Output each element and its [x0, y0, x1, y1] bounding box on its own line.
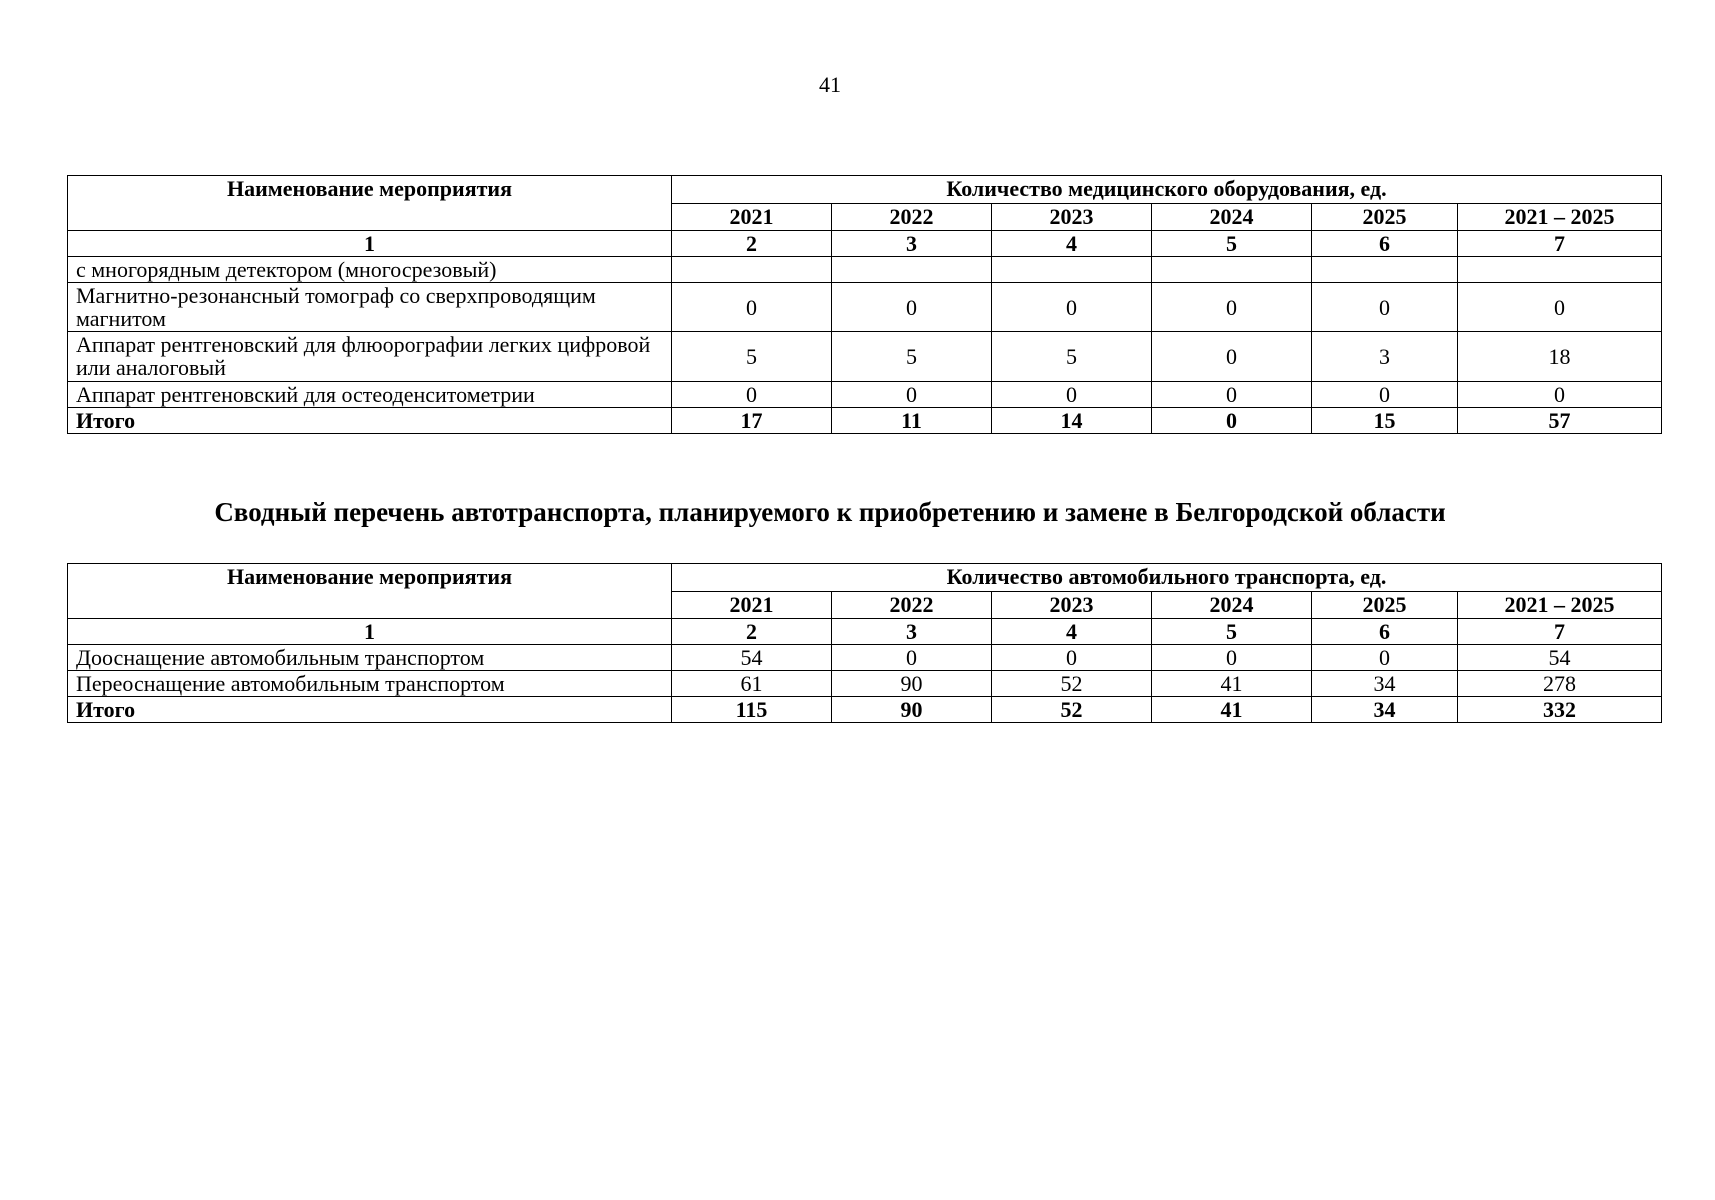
row-value: 0	[992, 283, 1152, 332]
column-numbers-row	[68, 231, 1662, 257]
row-value	[1312, 257, 1458, 283]
row-value: 90	[832, 671, 992, 697]
row-value: 0	[672, 283, 832, 332]
total-value: 14	[992, 407, 1152, 433]
row-value: 41	[1152, 671, 1312, 697]
header-year: 2021	[672, 591, 832, 619]
row-name: Дооснащение автомобильным транспортом	[68, 645, 672, 671]
total-row	[68, 407, 1662, 433]
total-value: 90	[832, 697, 992, 723]
row-value: 61	[672, 671, 832, 697]
column-number: 2	[672, 619, 832, 645]
row-value: 52	[992, 671, 1152, 697]
row-value	[992, 257, 1152, 283]
row-value	[832, 257, 992, 283]
column-number: 6	[1312, 231, 1458, 257]
total-row	[68, 697, 1662, 723]
column-number: 1	[68, 231, 672, 257]
row-name: Магнитно-резонансный томограф со сверхпроводящим магнитом	[68, 283, 672, 332]
row-value	[1458, 257, 1662, 283]
total-value: 332	[1458, 697, 1662, 723]
header-year: 2021	[672, 203, 832, 231]
total-value: 17	[672, 407, 832, 433]
row-name: с многорядным детектором (многосрезовый)	[68, 257, 672, 283]
row-value: 0	[1152, 645, 1312, 671]
total-label: Итого	[68, 697, 672, 723]
row-value: 0	[1152, 381, 1312, 407]
table-row	[68, 332, 1662, 381]
row-name: Аппарат рентгеновский для флюорографии легких цифровой или аналоговый	[68, 332, 672, 381]
row-value	[1152, 257, 1312, 283]
row-value: 5	[832, 332, 992, 381]
row-value	[672, 257, 832, 283]
column-number: 7	[1458, 231, 1662, 257]
row-value: 5	[992, 332, 1152, 381]
row-value: 0	[1312, 283, 1458, 332]
column-number: 1	[68, 619, 672, 645]
row-value: 278	[1458, 671, 1662, 697]
row-value: 0	[992, 645, 1152, 671]
transport-table	[67, 563, 1662, 723]
row-value: 54	[672, 645, 832, 671]
row-value: 0	[1152, 332, 1312, 381]
header-year: 2025	[1312, 591, 1458, 619]
header-year: 2021 – 2025	[1458, 203, 1662, 231]
row-value: 0	[1458, 283, 1662, 332]
row-value: 0	[992, 381, 1152, 407]
row-value: 0	[1312, 381, 1458, 407]
header-year: 2022	[832, 203, 992, 231]
header-year: 2023	[992, 203, 1152, 231]
header-year: 2025	[1312, 203, 1458, 231]
column-number: 4	[992, 231, 1152, 257]
column-number: 7	[1458, 619, 1662, 645]
row-value: 0	[672, 381, 832, 407]
table-row	[68, 671, 1662, 697]
total-value: 34	[1312, 697, 1458, 723]
header-year: 2023	[992, 591, 1152, 619]
row-value: 0	[832, 645, 992, 671]
page-number: 41	[819, 72, 841, 97]
row-value: 18	[1458, 332, 1662, 381]
total-value: 11	[832, 407, 992, 433]
total-value: 15	[1312, 407, 1458, 433]
column-number: 3	[832, 619, 992, 645]
table-row	[68, 257, 1662, 283]
header-year: 2021 – 2025	[1458, 591, 1662, 619]
equipment-table	[67, 175, 1662, 434]
column-number: 5	[1152, 619, 1312, 645]
table-row	[68, 381, 1662, 407]
table-row	[68, 645, 1662, 671]
row-name: Переоснащение автомобильным транспортом	[68, 671, 672, 697]
section-title: Сводный перечень автотранспорта, планируемого к приобретению и замене в Белгородской области	[214, 497, 1446, 527]
total-value: 115	[672, 697, 832, 723]
row-value: 0	[832, 381, 992, 407]
header-group: Количество автомобильного транспорта, ед.	[672, 564, 1662, 592]
row-name: Аппарат рентгеновский для остеоденситометрии	[68, 381, 672, 407]
row-value: 0	[832, 283, 992, 332]
column-number: 4	[992, 619, 1152, 645]
row-value: 0	[1312, 645, 1458, 671]
total-value: 52	[992, 697, 1152, 723]
total-value: 57	[1458, 407, 1662, 433]
column-number: 2	[672, 231, 832, 257]
header-row	[68, 176, 1662, 204]
total-value: 0	[1152, 407, 1312, 433]
row-value: 0	[1458, 381, 1662, 407]
column-number: 3	[832, 231, 992, 257]
row-value: 34	[1312, 671, 1458, 697]
total-value: 41	[1152, 697, 1312, 723]
header-name: Наименование мероприятия	[68, 176, 672, 231]
column-number: 6	[1312, 619, 1458, 645]
header-row	[68, 564, 1662, 592]
header-year: 2024	[1152, 591, 1312, 619]
row-value: 0	[1152, 283, 1312, 332]
row-value: 5	[672, 332, 832, 381]
total-label: Итого	[68, 407, 672, 433]
row-value: 54	[1458, 645, 1662, 671]
header-year: 2022	[832, 591, 992, 619]
header-year: 2024	[1152, 203, 1312, 231]
column-number: 5	[1152, 231, 1312, 257]
header-group: Количество медицинского оборудования, ед.	[672, 176, 1662, 204]
column-numbers-row	[68, 619, 1662, 645]
row-value: 3	[1312, 332, 1458, 381]
table-row	[68, 283, 1662, 332]
header-name: Наименование мероприятия	[68, 564, 672, 619]
